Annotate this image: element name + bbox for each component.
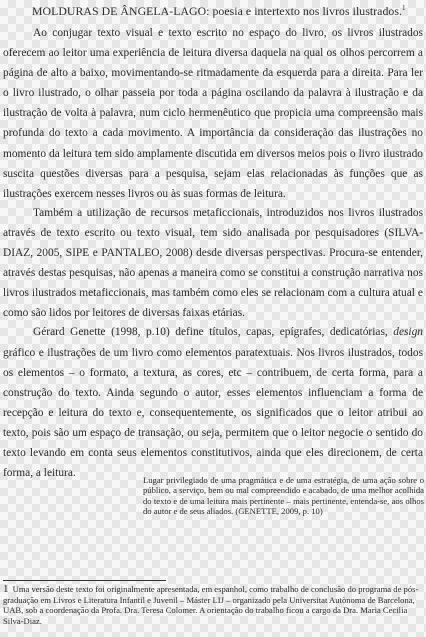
paragraph-3-start: Gérard Genette (1998, p.10) define títulos, capas, epígrafes, dedicatórias, <box>33 326 394 339</box>
footnote-divider <box>3 580 166 581</box>
body-text <box>3 23 423 483</box>
title-footnote-ref[interactable]: 1 <box>402 4 406 12</box>
paragraph-3-rest: gráfico e ilustrações de um livro como elementos paratextuais. Nos livros ilustrados, todos os elementos – o formato, a textura, as cores, etc – contribuem, de certa forma, para a construção do texto. Ainda segundo o autor, esses elementos influenciam a forma de recepção e leitura do texto e, consequentemente, os significados que o leitor atribui ao texto, pois são um espaço de transação, ou seja, permitem que o leitor negocie o sentido do texto levando em conta seus elementos constitutivos, ainda que eles direcionem, de certa forma, a leitura. <box>3 346 423 480</box>
footnote-number: 1 <box>3 583 9 595</box>
block-quote: Lugar privilegiado de uma pragmática e de uma estratégia, de uma ação sobre o público, a serviço, bem ou mal compreendido e acabado, de uma melhor acolhida do texto e de uma leitura mais pertinente – mais pertinente, entenda-se, aos olhos do autor e de seus aliados. (GENETTE, 2009, p. 10) <box>143 475 424 517</box>
document-title <box>32 1 406 18</box>
paragraph-3-emphasis: design <box>393 326 423 339</box>
paragraph-2: Também a utilização de recursos metaficcionais, introduzidos nos livros ilustrados através de texto escrito ou texto visual, tem sido analisada por pesquisadores (SILVA-DIAZ, 2005, SIPE e PANTALEO, 2008) desde diversas perspectivas. Procura-se entender, através destas pesquisas, não apenas a maneira como se constitui a construção narrativa nos livros ilustrados metaficcionais, mas também como eles se relacionam com a cultura atual e como são lidos por leitores de diversas faixas etárias. <box>3 206 423 320</box>
paragraph-1: Ao conjugar texto visual e texto escrito no espaço do livro, os livros ilustrados oferecem ao leitor uma experiência de leitura diversa daquela na qual os olhos percorrem a página de alto a baixo, movimentando-se ritmadamente da esquerda para a direita. Para ler o livro ilustrado, o olhar passeia por toda a página oscilando da palavra à ilustração e da ilustração de volta à palavra, num ciclo hermenêutico que propicia uma compreensão mais profunda do texto a cada movimento. A importância da consideração das ilustrações no momento da leitura tem sido amplamente discutida em diversos meios pois o livro ilustrado suscita questões diversas para a pesquisa, sejam elas relacionadas às funções que as ilustrações exercem nesses livros ou às suas formas de leitura. <box>3 27 423 200</box>
footnote <box>3 584 423 626</box>
footnote-text: Uma versão deste texto foi originalmente apresentada, em espanhol, como trabalho de conclusão do programa de pós-graduação em Livros e Literatura Infantil e Juvenil – Máster LIJ – organizado pela Universitat Autònoma de Barcelona, UAB, sob a coordenação da Profa. Dra. Teresa Colomer. A orientação do trabalho ficou a cargo da Dra. Maria Cecilia Silva-Diaz. <box>3 584 419 626</box>
title-text: MOLDURAS DE ÂNGELA-LAGO: poesia e intertexto nos livros ilustrados. <box>32 4 402 18</box>
paragraph-3 <box>3 322 423 483</box>
